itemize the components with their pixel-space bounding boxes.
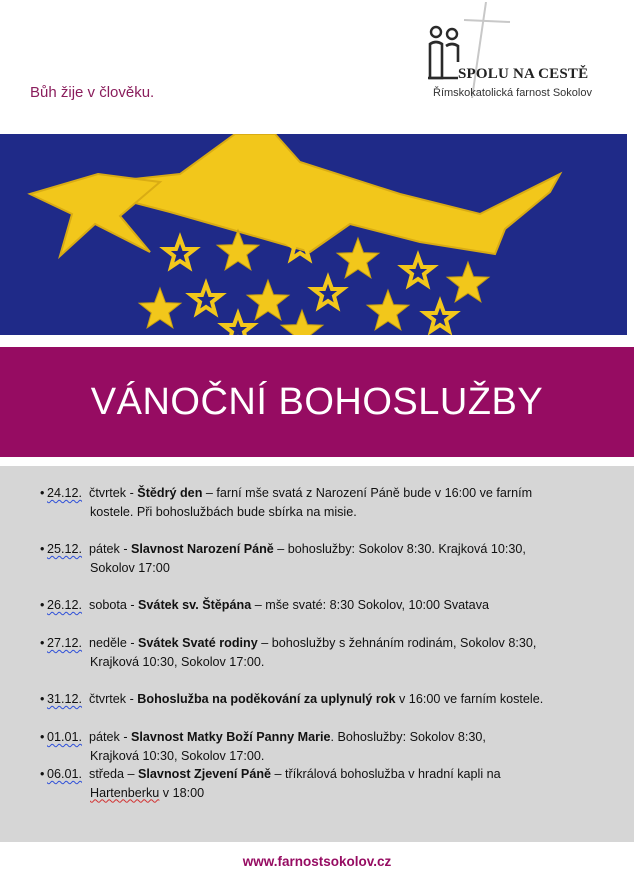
- service-item: • 26.12. sobota - Svátek sv. Štěpána – mše svaté: 8:30 Sokolov, 10:00 Svatava: [40, 598, 489, 612]
- service-text: . Bohoslužby: Sokolov 8:30,: [330, 730, 486, 744]
- service-item: • 24.12. čtvrtek - Štědrý den – farní mše svatá z Narození Páně bude v 16:00 ve farním kostele. Při bohoslužbách bude sbírka na misie.: [40, 484, 600, 521]
- service-day: středa –: [89, 767, 139, 781]
- service-feast: Štědrý den: [137, 486, 203, 500]
- service-day: neděle -: [89, 636, 139, 650]
- service-feast: Svátek sv. Štěpána: [138, 598, 252, 612]
- service-day: sobota -: [89, 598, 139, 612]
- logo-subtitle: Římskokatolická farnost Sokolov: [433, 87, 592, 99]
- service-item: • 01.01. pátek - Slavnost Matky Boží Panny Marie. Bohoslužby: Sokolov 8:30, Krajková 10:30, Sokolov 17:00.: [40, 728, 600, 765]
- service-item: • 31.12. čtvrtek - Bohoslužba na poděkování za uplynulý rok v 16:00 ve farním kostele.: [40, 692, 544, 706]
- service-day: čtvrtek -: [89, 692, 138, 706]
- service-text: – bohoslužby: Sokolov 8:30. Krajková 10:30,: [273, 542, 526, 556]
- service-date: 27.12.: [47, 636, 83, 650]
- service-date: 31.12.: [47, 692, 83, 706]
- stars-banner: [0, 134, 627, 335]
- service-day: čtvrtek -: [89, 486, 138, 500]
- service-schedule: [0, 466, 634, 842]
- service-text-continued: [40, 784, 600, 803]
- service-date: 06.01.: [47, 767, 83, 781]
- service-text: – mše svaté: 8:30 Sokolov, 10:00 Svatava: [251, 598, 489, 612]
- website-link[interactable]: www.farnostsokolov.cz: [242, 854, 392, 869]
- service-time: v 18:00: [159, 785, 205, 800]
- service-text: v 16:00 ve farním kostele.: [395, 692, 544, 706]
- service-date: 24.12.: [47, 486, 83, 500]
- service-text: – farní mše svatá z Narození Páně bude v 16:00 ve farním: [202, 486, 533, 500]
- service-date: 25.12.: [47, 542, 83, 556]
- christmas-star-image: [0, 134, 627, 335]
- logo-name: SPOLU NA CESTĚ: [458, 66, 589, 82]
- service-date: 26.12.: [47, 598, 83, 612]
- service-feast: Bohoslužba na poděkování za uplynulý rok: [137, 692, 396, 706]
- place-name: Hartenberku: [90, 785, 160, 800]
- service-item: • 06.01. středa – Slavnost Zjevení Páně – tříkrálová bohoslužba v hradní kapli na Hartenberku v 18:00: [40, 765, 600, 802]
- service-feast: Slavnost Narození Páně: [131, 542, 274, 556]
- service-text-continued: Krajková 10:30, Sokolov 17:00.: [90, 748, 265, 763]
- service-feast: Slavnost Matky Boží Panny Marie: [131, 730, 331, 744]
- service-feast: Svátek Svaté rodiny: [138, 636, 258, 650]
- page-title: VÁNOČNÍ BOHOSLUŽBY: [90, 380, 544, 423]
- service-item: • 25.12. pátek - Slavnost Narození Páně – bohoslužby: Sokolov 8:30. Krajková 10:30, Sokolov 17:00: [40, 540, 600, 577]
- title-band: [0, 347, 634, 457]
- service-text: – bohoslužby s žehnáním rodinám, Sokolov 8:30,: [257, 636, 537, 650]
- service-text-continued: Sokolov 17:00: [90, 560, 170, 575]
- service-text-continued: Krajková 10:30, Sokolov 17:00.: [90, 654, 265, 669]
- service-text: – tříkrálová bohoslužba v hradní kapli na: [271, 767, 501, 781]
- service-date: 01.01.: [47, 730, 83, 744]
- motto: Bůh žije v člověku.: [30, 84, 155, 101]
- service-text-continued: kostele. Při bohoslužbách bude sbírka na misie.: [90, 504, 357, 519]
- service-item: • 27.12. neděle - Svátek Svaté rodiny – bohoslužby s žehnáním rodinám, Sokolov 8:30, Krajková 10:30, Sokolov 17:00.: [40, 634, 600, 671]
- service-day: pátek -: [89, 542, 132, 556]
- service-day: pátek -: [89, 730, 132, 744]
- service-feast: Slavnost Zjevení Páně: [138, 767, 272, 781]
